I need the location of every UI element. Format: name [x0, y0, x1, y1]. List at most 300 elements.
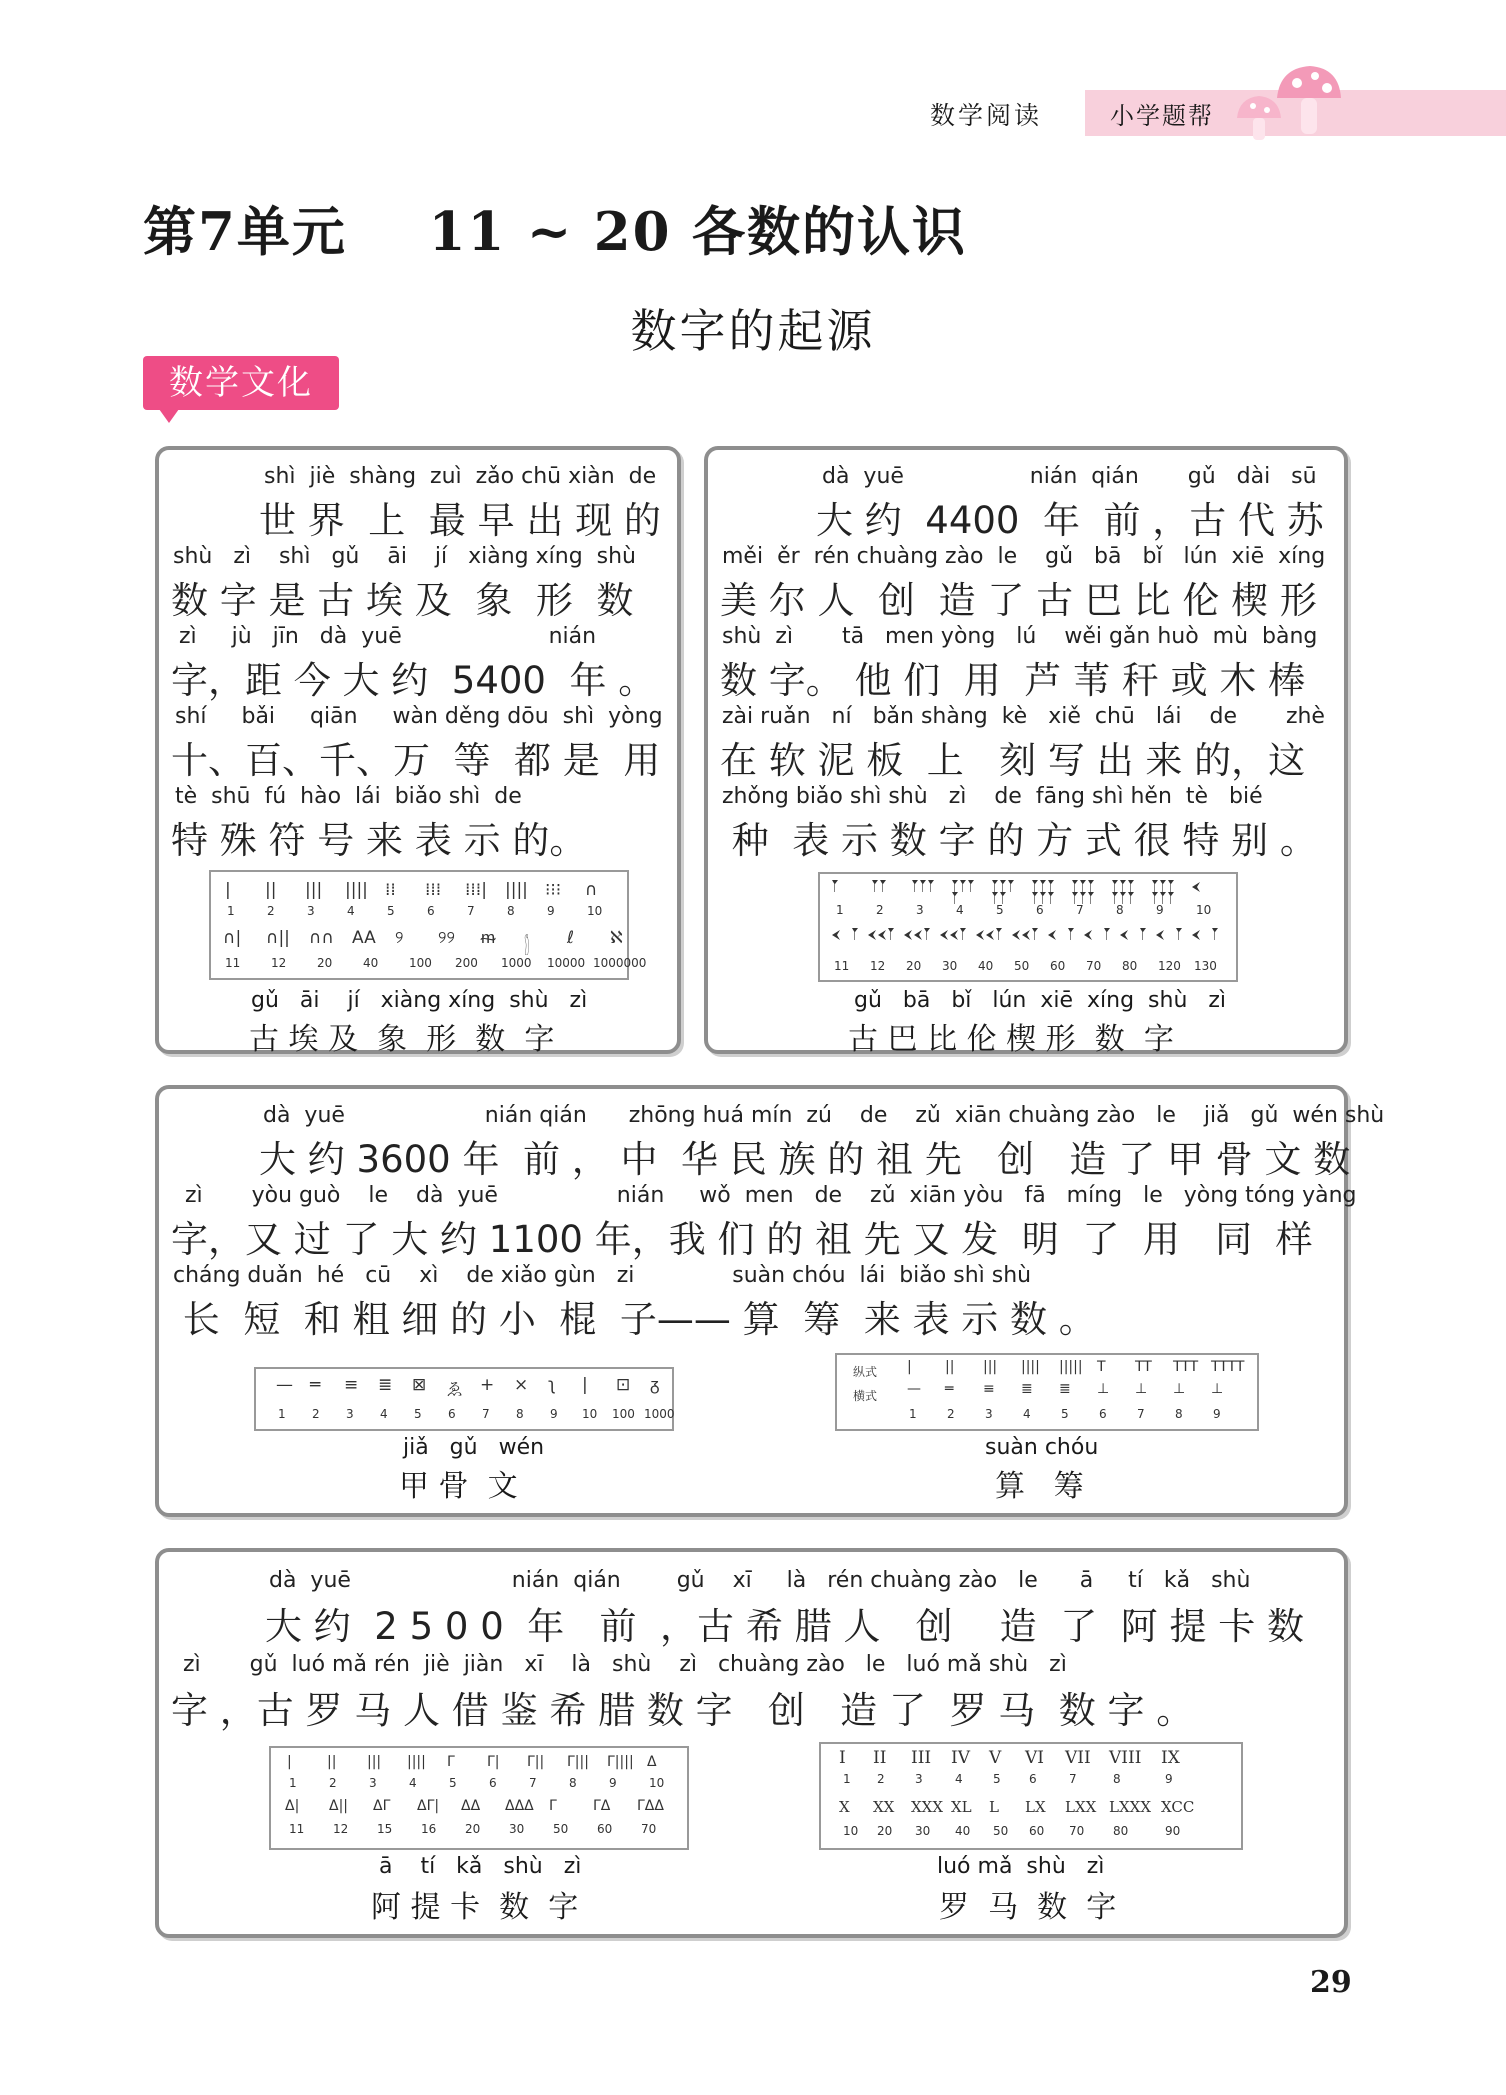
numeral-symbol: AA — [352, 928, 376, 948]
pinyin-line: zhǒng biǎo shì shù zì de fāng shì hěn tè bié — [722, 784, 1263, 809]
numeral-symbol: ℓ — [567, 928, 575, 948]
cuneiform-wedge — [1120, 880, 1126, 892]
numeral-value: 40 — [978, 959, 994, 973]
numeral-value: 20 — [317, 956, 333, 970]
oracle-symbol: ʅ — [548, 1375, 556, 1395]
babylon-box — [704, 446, 1348, 1057]
cuneiform-wedge — [1040, 880, 1046, 892]
numeral-value: 7 — [529, 1776, 537, 1790]
caption-pinyin: gǔ bā bǐ lún xiē xíng shù zì — [854, 988, 1227, 1013]
rod-label: 横式 — [853, 1389, 878, 1403]
cuneiform-wedge — [1088, 892, 1094, 904]
numeral-value: 4 — [380, 1407, 388, 1421]
pinyin-line: zì gǔ luó mǎ rén jiè jiàn xī là shù zì chuàng zào le luó mǎ shù zì — [183, 1652, 1067, 1677]
numeral-symbol: ∩|| — [266, 928, 290, 948]
horizontal-rod: ═ — [945, 1381, 954, 1397]
vertical-rod: || — [945, 1359, 955, 1375]
numeral-value: 90 — [1165, 1824, 1181, 1838]
caption-pinyin: ā tí kǎ shù zì — [379, 1854, 582, 1879]
text-line: 十、百、千、万 等 都 是 用 — [171, 739, 661, 782]
attic-symbol: || — [327, 1754, 337, 1770]
cuneiform-corner — [940, 930, 948, 940]
text-line: 大 约 3600 年 前 ， 中 华 民 族 的 祖 先 创 造 了 甲 骨 文 数 — [259, 1138, 1351, 1181]
numeral-value: 3 — [369, 1776, 377, 1790]
cuneiform-wedge — [1212, 928, 1218, 940]
numeral-value: 9 — [550, 1407, 558, 1421]
numeral-value: 100 — [409, 956, 432, 970]
text-line: 大 约 4400 年 前 ，古 代 苏 — [816, 499, 1324, 542]
numeral-value: 6 — [489, 1776, 497, 1790]
oracle-symbol: + — [480, 1375, 495, 1395]
cuneiform-wedge — [920, 880, 926, 892]
text-line: 字 ，古 罗 马 人 借 鉴 希 腊 数 字 创 造 了 罗 马 数 字 。 — [171, 1689, 1194, 1732]
text-line: 大 约 2 5 0 0 年 前 ，古 希 腊 人 创 造 了 阿 提 卡 数 — [265, 1605, 1304, 1648]
numeral-symbol: | — [225, 880, 231, 900]
numeral-value: 30 — [509, 1822, 525, 1836]
numeral-value: 60 — [1050, 959, 1066, 973]
numeral-symbol: ⁞⁞ — [385, 880, 396, 900]
attic-symbol: ΓΔ — [593, 1798, 611, 1814]
caption: 甲 骨 文 — [399, 1469, 518, 1504]
cuneiform-wedge — [1160, 880, 1166, 892]
roman-symbol: XX — [873, 1798, 895, 1816]
numeral-value: 10 — [582, 1407, 598, 1421]
text-line: 种 表 示 数 字 的 方 式 很 特 别 。 — [720, 819, 1317, 862]
numeral-symbol: ୨ — [395, 928, 404, 948]
page-number: 29 — [1310, 1965, 1352, 2000]
cuneiform-wedge — [912, 880, 918, 892]
numeral-value: 40 — [363, 956, 379, 970]
numeral-value: 10 — [1196, 903, 1212, 917]
caption: 算 筹 — [995, 1469, 1084, 1504]
horizontal-rod: ⊥ — [1173, 1381, 1186, 1397]
numeral-symbol: ⁝⁝⁝ — [545, 880, 562, 900]
numeral-value: 4 — [347, 904, 355, 918]
cuneiform-wedge — [952, 880, 958, 892]
numeral-value: 5 — [414, 1407, 422, 1421]
numeral-value: 15 — [377, 1822, 393, 1836]
cuneiform-wedge — [852, 928, 858, 940]
numeral-value: 7 — [1137, 1407, 1145, 1421]
text-line: 美 尔 人 创 造 了 古 巴 比 伦 楔 形 — [720, 579, 1317, 622]
pinyin-line: dà yuē nián qián gǔ xī là rén chuàng zào le ā tí kǎ shù — [269, 1568, 1251, 1593]
babylon-numeral-figure — [818, 872, 1238, 982]
pinyin-line: cháng duǎn hé cū xì de xiǎo gùn zi suàn chóu lái biǎo shì shù — [173, 1263, 1032, 1288]
numeral-value: 4 — [955, 1772, 963, 1786]
rod-label: 纵式 — [853, 1365, 878, 1379]
vertical-rod: ||||| — [1059, 1359, 1083, 1375]
cuneiform-wedge — [1032, 880, 1038, 892]
oracle-symbol: × — [514, 1375, 529, 1395]
text-line: 在 软 泥 板 上 刻 写 出 来 的，这 — [720, 739, 1306, 782]
numeral-value: 12 — [271, 956, 287, 970]
egypt-box — [155, 446, 681, 1057]
attic-symbol: Δ| — [285, 1798, 300, 1814]
roman-symbol: LXX — [1065, 1798, 1097, 1816]
numeral-value: 5 — [993, 1772, 1001, 1786]
attic-symbol: ΓΔΔ — [637, 1798, 664, 1814]
numeral-value: 1 — [909, 1407, 917, 1421]
cuneiform-wedge — [880, 880, 886, 892]
numeral-value: 2 — [329, 1776, 337, 1790]
caption-pinyin: suàn chóu — [985, 1435, 1099, 1460]
cuneiform-wedge — [1176, 928, 1182, 940]
unit-title: 第7单元 11 ~ 20 各数的认识 — [143, 201, 967, 263]
numeral-value: 70 — [1086, 959, 1102, 973]
numeral-value: 16 — [421, 1822, 437, 1836]
cuneiform-wedge — [1000, 880, 1006, 892]
cuneiform-corner — [1022, 930, 1030, 940]
numeral-value: 60 — [1029, 1824, 1045, 1838]
pinyin-line: shù zì tā men yòng lú wěi gǎn huò mù bàng — [722, 624, 1318, 649]
roman-symbol: IV — [951, 1748, 970, 1768]
text-line: 字，距 今 大 约 5400 年 。 — [171, 659, 656, 702]
numeral-symbol: ᵯ — [481, 928, 496, 948]
cuneiform-wedge — [1048, 892, 1054, 904]
numeral-value: 2 — [877, 1772, 885, 1786]
caption-pinyin: luó mǎ shù zì — [937, 1854, 1105, 1879]
section-tag-tail — [159, 409, 179, 423]
numeral-value: 2 — [267, 904, 275, 918]
pinyin-line: zì jù jīn dà yuē nián — [179, 624, 597, 649]
numeral-symbol: ∩∩ — [309, 928, 334, 948]
pinyin-line: tè shū fú hào lái biǎo shì de — [175, 784, 522, 809]
cuneiform-corner — [976, 930, 984, 940]
cuneiform-wedge — [924, 928, 930, 940]
header-book-title: 数学阅读 — [930, 101, 1043, 130]
oracle-symbol: ⊡ — [616, 1375, 631, 1395]
text-line: 特 殊 符 号 来 表 示 的。 — [171, 819, 587, 862]
numeral-value: 120 — [1158, 959, 1181, 973]
numeral-value: 8 — [569, 1776, 577, 1790]
numeral-value: 8 — [1116, 903, 1124, 917]
numeral-value: 70 — [1069, 1824, 1085, 1838]
vertical-rod: TTT — [1173, 1359, 1199, 1375]
oracle-symbol: ゑ — [446, 1380, 463, 1400]
numeral-value: 70 — [641, 1822, 657, 1836]
numeral-value: 8 — [1113, 1772, 1121, 1786]
numeral-value: 9 — [547, 904, 555, 918]
attic-symbol: ||| — [367, 1754, 382, 1770]
greece-rome-box — [155, 1548, 1348, 1938]
pinyin-line: zài ruǎn ní bǎn shàng kè xiě chū lái de zhè — [722, 704, 1325, 729]
oracle-symbol: — — [276, 1375, 293, 1395]
numeral-value: 30 — [915, 1824, 931, 1838]
attic-symbol: ΔΓ| — [417, 1798, 440, 1814]
cuneiform-corner — [878, 930, 886, 940]
numeral-symbol: ⁞⁞⁞ — [425, 880, 442, 900]
text-line: 数 字 是 古 埃 及 象 形 数 — [171, 579, 634, 622]
numeral-symbol: ||| — [305, 880, 323, 900]
numeral-symbol: |||| — [505, 880, 528, 900]
cuneiform-wedge — [1032, 928, 1038, 940]
oracle-symbol: ᵹ — [650, 1375, 660, 1395]
cuneiform-wedge — [1168, 892, 1174, 904]
horizontal-rod: ≡ — [983, 1381, 995, 1397]
numeral-value: 7 — [1076, 903, 1084, 917]
horizontal-rod: ⊥ — [1135, 1381, 1148, 1397]
vertical-rod: TT — [1135, 1359, 1152, 1375]
numeral-value: 130 — [1194, 959, 1217, 973]
numeral-value: 200 — [455, 956, 478, 970]
numeral-value: 9 — [1165, 1772, 1173, 1786]
counting-rods-figure — [835, 1353, 1259, 1431]
mushroom-icon — [1235, 58, 1345, 148]
cuneiform-corner — [1120, 930, 1128, 940]
caption-pinyin: jiǎ gǔ wén — [403, 1435, 545, 1460]
cuneiform-wedge — [992, 880, 998, 892]
numeral-value: 6 — [1029, 1772, 1037, 1786]
roman-symbol: LXXX — [1109, 1798, 1151, 1816]
cuneiform-wedge — [832, 880, 838, 892]
caption: 古 巴 比 伦 楔 形 数 字 — [848, 1022, 1174, 1057]
roman-numeral-figure — [819, 1742, 1243, 1850]
text-line: 数 字。 他 们 用 芦 苇 秆 或 木 棒 — [720, 659, 1306, 702]
numeral-value: 60 — [597, 1822, 613, 1836]
cuneiform-corner — [1084, 930, 1092, 940]
attic-symbol: Γ||| — [567, 1754, 589, 1770]
roman-symbol: II — [873, 1748, 887, 1768]
cuneiform-wedge — [960, 928, 966, 940]
cuneiform-wedge — [960, 880, 966, 892]
cuneiform-wedge — [1080, 880, 1086, 892]
cuneiform-wedge — [888, 928, 894, 940]
attic-symbol: Γ — [549, 1798, 557, 1814]
numeral-value: 4 — [1023, 1407, 1031, 1421]
pinyin-line: měi ěr rén chuàng zào le gǔ bā bǐ lún xiē xíng — [722, 544, 1326, 569]
numeral-value: 11 — [225, 956, 241, 970]
attic-symbol: Δ|| — [329, 1798, 349, 1814]
vertical-rod: | — [907, 1359, 912, 1375]
horizontal-rod: ⊥ — [1211, 1381, 1224, 1397]
attic-symbol: Γ| — [487, 1754, 500, 1770]
attic-symbol: ΔΔΔ — [505, 1798, 534, 1814]
numeral-value: 6 — [1099, 1407, 1107, 1421]
numeral-value: 9 — [609, 1776, 617, 1790]
caption: 阿 提 卡 数 字 — [371, 1890, 579, 1925]
numeral-value: 40 — [955, 1824, 971, 1838]
cuneiform-wedge — [1168, 880, 1174, 892]
numeral-symbol: ∩ — [585, 880, 598, 900]
cuneiform-corner — [1012, 930, 1020, 940]
numeral-value: 50 — [993, 1824, 1009, 1838]
numeral-value: 20 — [906, 959, 922, 973]
numeral-value: 5 — [996, 903, 1004, 917]
numeral-value: 3 — [307, 904, 315, 918]
attic-numeral-figure — [269, 1746, 689, 1850]
cuneiform-wedge — [1072, 880, 1078, 892]
cuneiform-wedge — [872, 880, 878, 892]
numeral-value: 9 — [1156, 903, 1164, 917]
vertical-rod: TTTT — [1211, 1359, 1245, 1375]
numeral-value: 2 — [312, 1407, 320, 1421]
cuneiform-wedge — [1128, 892, 1134, 904]
egypt-numeral-figure — [209, 870, 647, 980]
oracle-symbol: | — [582, 1375, 588, 1395]
pinyin-line: dà yuē nián qián zhōng huá mín zú de zǔ xiān chuàng zào le jiǎ gǔ wén shù — [263, 1103, 1385, 1128]
numeral-value: 4 — [956, 903, 964, 917]
cuneiform-corner — [914, 930, 922, 940]
roman-symbol: VI — [1025, 1748, 1044, 1768]
text-line: 世 界 上 最 早 出 现 的 — [259, 499, 661, 542]
numeral-value: 11 — [834, 959, 850, 973]
numeral-value: 6 — [427, 904, 435, 918]
pinyin-line: shù zì shì gǔ āi jí xiàng xíng shù — [173, 544, 636, 569]
cuneiform-corner — [1192, 882, 1200, 892]
attic-symbol: Γ — [447, 1754, 455, 1770]
cuneiform-wedge — [1104, 928, 1110, 940]
vertical-rod: ||| — [983, 1359, 998, 1375]
text-line: 长 短 和 粗 细 的 小 棍 子—— 算 筹 来 表 示 数 。 — [171, 1298, 1096, 1341]
numeral-value: 10 — [587, 904, 603, 918]
roman-symbol: X — [839, 1798, 850, 1816]
numeral-value: 1 — [278, 1407, 286, 1421]
oracle-symbol: ═ — [310, 1375, 321, 1395]
vertical-rod: T — [1097, 1359, 1106, 1375]
cuneiform-corner — [1192, 930, 1200, 940]
numeral-value: 7 — [482, 1407, 490, 1421]
attic-symbol: | — [287, 1754, 292, 1770]
cuneiform-wedge — [1152, 880, 1158, 892]
oracle-symbol: ≡ — [344, 1375, 359, 1395]
oracle-symbol: ≣ — [378, 1375, 393, 1395]
numeral-value: 7 — [1069, 1772, 1077, 1786]
article-title: 数字的起源 — [630, 304, 876, 358]
cuneiform-corner — [1048, 930, 1056, 940]
numeral-value: 50 — [1014, 959, 1030, 973]
numeral-value: 3 — [915, 1772, 923, 1786]
attic-symbol: ΔΔ — [461, 1798, 481, 1814]
roman-symbol: L — [989, 1798, 999, 1816]
cuneiform-corner — [868, 930, 876, 940]
vertical-rod: |||| — [1021, 1359, 1040, 1375]
numeral-value: 20 — [465, 1822, 481, 1836]
pinyin-line: dà yuē nián qián gǔ dài sū — [822, 464, 1317, 489]
numeral-value: 2 — [947, 1407, 955, 1421]
cuneiform-corner — [950, 930, 958, 940]
horizontal-rod: ≣ — [1021, 1381, 1033, 1397]
oracle-bone-figure — [254, 1367, 674, 1431]
numeral-value: 10 — [843, 1824, 859, 1838]
roman-symbol: V — [989, 1748, 1002, 1768]
attic-symbol: |||| — [407, 1754, 426, 1770]
cuneiform-wedge — [968, 880, 974, 892]
numeral-value: 1000000 — [593, 956, 647, 970]
numeral-value: 50 — [553, 1822, 569, 1836]
roman-symbol: IX — [1161, 1748, 1180, 1768]
numeral-value: 1000 — [644, 1407, 675, 1421]
roman-symbol: III — [911, 1748, 932, 1768]
pinyin-line: zì yòu guò le dà yuē nián wǒ men de zǔ xiān yòu fā míng le yòng tóng yàng — [185, 1183, 1357, 1208]
cuneiform-wedge — [1088, 880, 1094, 892]
numeral-symbol: 𓂭 — [524, 936, 530, 956]
numeral-value: 12 — [333, 1822, 349, 1836]
numeral-value: 3 — [985, 1407, 993, 1421]
numeral-value: 7 — [467, 904, 475, 918]
numeral-value: 1 — [843, 1772, 851, 1786]
cuneiform-symbols — [820, 874, 1236, 980]
numeral-value: 9 — [1213, 1407, 1221, 1421]
numeral-value: 80 — [1122, 959, 1138, 973]
roman-symbol: LX — [1025, 1798, 1046, 1816]
numeral-value: 1 — [227, 904, 235, 918]
cuneiform-wedge — [1008, 880, 1014, 892]
caption: 罗 马 数 字 — [939, 1890, 1117, 1925]
horizontal-rod: ⊥ — [1097, 1381, 1110, 1397]
numeral-value: 20 — [877, 1824, 893, 1838]
numeral-value: 2 — [876, 903, 884, 917]
numeral-value: 4 — [409, 1776, 417, 1790]
cuneiform-wedge — [1140, 928, 1146, 940]
numeral-value: 5 — [387, 904, 395, 918]
section-tag: 数学文化 — [143, 356, 339, 410]
attic-symbol: ΔΓ — [373, 1798, 391, 1814]
roman-symbol: XL — [951, 1798, 972, 1816]
numeral-symbol: ℵ — [610, 928, 623, 948]
numeral-value: 10 — [649, 1776, 665, 1790]
numeral-value: 1 — [836, 903, 844, 917]
cuneiform-wedge — [996, 928, 1002, 940]
numeral-value: 6 — [448, 1407, 456, 1421]
pinyin-line: shì jiè shàng zuì zǎo chū xiàn de — [264, 464, 657, 489]
numeral-symbol: |||| — [345, 880, 368, 900]
numeral-value: 100 — [612, 1407, 635, 1421]
numeral-symbol: || — [265, 880, 277, 900]
numeral-value: 3 — [346, 1407, 354, 1421]
cuneiform-corner — [904, 930, 912, 940]
numeral-value: 80 — [1113, 1824, 1129, 1838]
cuneiform-wedge — [1068, 928, 1074, 940]
cuneiform-wedge — [1128, 880, 1134, 892]
numeral-symbol: ⁞⁞⁞| — [465, 880, 487, 900]
cuneiform-wedge — [1048, 880, 1054, 892]
numeral-value: 12 — [870, 959, 886, 973]
caption-pinyin: gǔ āi jí xiàng xíng shù zì — [251, 988, 588, 1013]
caption: 古 埃 及 象 形 数 字 — [249, 1022, 555, 1057]
numeral-symbol: ୨୨ — [438, 928, 455, 948]
numeral-value: 5 — [449, 1776, 457, 1790]
numeral-value: 30 — [942, 959, 958, 973]
pinyin-line: shí bǎi qiān wàn děng dōu shì yòng — [175, 704, 663, 729]
horizontal-rod: ≣ — [1059, 1381, 1071, 1397]
attic-symbol: Δ — [647, 1754, 657, 1770]
numeral-value: 8 — [516, 1407, 524, 1421]
horizontal-rod: — — [907, 1381, 921, 1397]
numeral-value: 6 — [1036, 903, 1044, 917]
roman-symbol: I — [839, 1748, 846, 1768]
china-box — [155, 1085, 1385, 1517]
numeral-value: 8 — [507, 904, 515, 918]
attic-symbol: Γ|| — [527, 1754, 545, 1770]
roman-symbol: VIII — [1109, 1748, 1142, 1768]
attic-symbol: Γ|||| — [607, 1754, 634, 1770]
roman-symbol: VII — [1065, 1748, 1091, 1768]
numeral-symbol: ∩| — [223, 928, 242, 948]
roman-symbol: XXX — [911, 1798, 944, 1816]
cuneiform-corner — [832, 930, 840, 940]
numeral-value: 1000 — [501, 956, 532, 970]
numeral-value: 8 — [1175, 1407, 1183, 1421]
cuneiform-wedge — [1112, 880, 1118, 892]
numeral-value: 1 — [289, 1776, 297, 1790]
numeral-value: 5 — [1061, 1407, 1069, 1421]
cuneiform-corner — [986, 930, 994, 940]
roman-symbol: XCC — [1161, 1798, 1195, 1816]
numeral-value: 10000 — [547, 956, 586, 970]
numeral-value: 3 — [916, 903, 924, 917]
cuneiform-wedge — [928, 880, 934, 892]
text-line: 字，又 过 了 大 约 1100 年，我 们 的 祖 先 又 发 明 了 用 同 样 — [171, 1218, 1313, 1261]
